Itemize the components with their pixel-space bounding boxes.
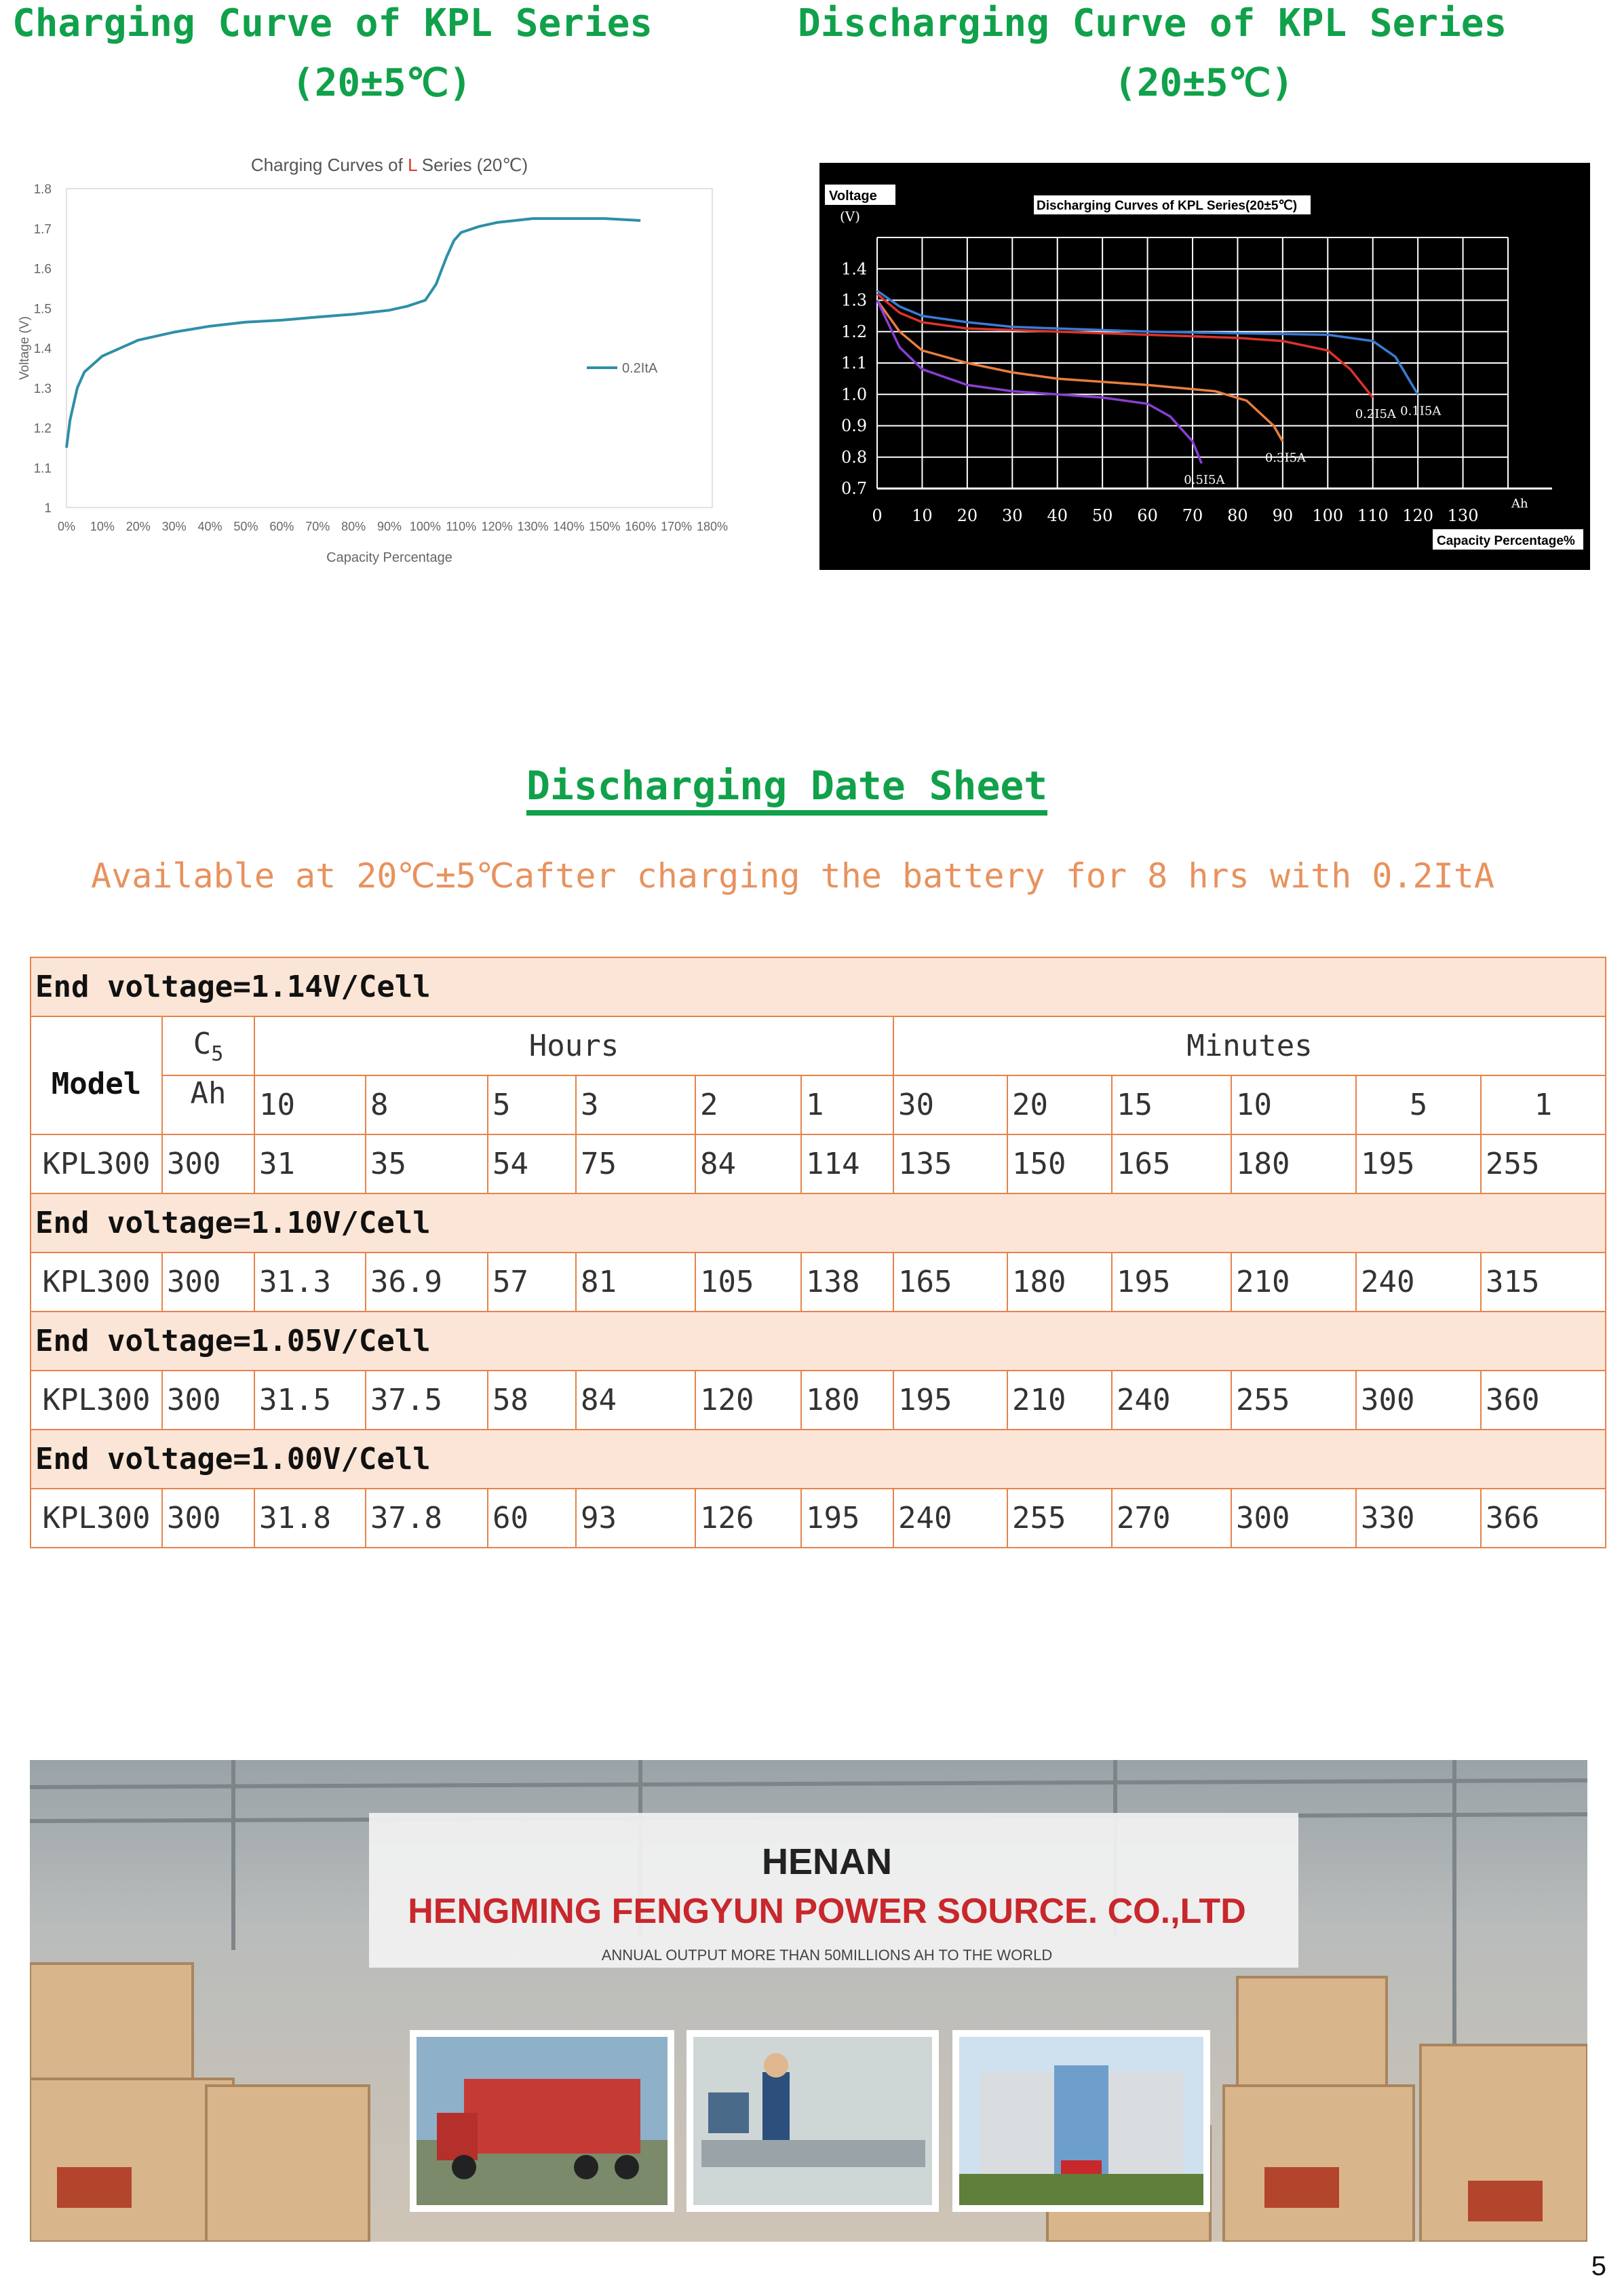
cell-value: 360 bbox=[1481, 1371, 1606, 1430]
cell-value: 138 bbox=[801, 1253, 893, 1312]
y-axis-label: Voltage bbox=[829, 189, 877, 204]
cell-value: 300 bbox=[1356, 1371, 1481, 1430]
cell-value: 75 bbox=[576, 1134, 695, 1193]
plot-area bbox=[66, 189, 712, 508]
col-minutes: 10 bbox=[1231, 1075, 1356, 1134]
cell-ah: 300 bbox=[162, 1371, 254, 1430]
table-row bbox=[31, 1371, 1606, 1430]
cell-value: 255 bbox=[1007, 1489, 1112, 1548]
cell-value: 165 bbox=[1112, 1134, 1231, 1193]
y-tick-label: 1.7 bbox=[33, 222, 52, 237]
col-hours: 1 bbox=[801, 1075, 893, 1134]
col-hours: 5 bbox=[488, 1075, 576, 1134]
x-axis-label: Capacity Percentage bbox=[326, 550, 452, 565]
cell-value: 240 bbox=[1112, 1371, 1231, 1430]
chart-title bbox=[251, 155, 528, 175]
cell-value: 315 bbox=[1481, 1253, 1606, 1312]
x-tick-label: 120% bbox=[481, 520, 513, 533]
x-tick-label: 40 bbox=[1047, 506, 1068, 525]
minutes-header: Minutes bbox=[893, 1016, 1606, 1075]
x-tick-label: 130 bbox=[1447, 506, 1479, 525]
y-tick-label: 1 bbox=[44, 501, 52, 516]
cell-value: 84 bbox=[576, 1371, 695, 1430]
c5-subscript: 5 bbox=[211, 1041, 224, 1066]
cell-value: 105 bbox=[695, 1253, 801, 1312]
table-row bbox=[31, 1489, 1606, 1548]
cell-value: 54 bbox=[488, 1134, 576, 1193]
col-minutes: 15 bbox=[1112, 1075, 1231, 1134]
chart-title-part: Charging Curves of bbox=[250, 155, 408, 175]
x-axis-label: Capacity Percentage% bbox=[1437, 534, 1575, 548]
y-tick-label: 1.1 bbox=[841, 353, 868, 372]
series-label: 0.5I5A bbox=[1184, 473, 1225, 487]
x-tick-label: 140% bbox=[553, 520, 585, 533]
company-line2: HENGMING FENGYUN POWER SOURCE. CO.,LTD bbox=[408, 1892, 1246, 1931]
x-tick-label: 110 bbox=[1357, 506, 1389, 525]
c5-symbol: C bbox=[193, 1026, 212, 1061]
cell-value: 36.9 bbox=[366, 1253, 488, 1312]
chart-title: Discharging Curves of KPL Series(20±5℃) bbox=[1037, 199, 1298, 213]
cell-value: 300 bbox=[1231, 1489, 1356, 1548]
cell-value: 180 bbox=[801, 1371, 893, 1430]
cell-value: 240 bbox=[1356, 1253, 1481, 1312]
chart-title-part: L bbox=[408, 155, 417, 175]
photo-office-building bbox=[952, 2030, 1210, 2212]
x-axis-unit: Ah bbox=[1511, 497, 1528, 511]
charging-curve-chart bbox=[14, 142, 753, 577]
x-tick-label: 130% bbox=[517, 520, 549, 533]
col-hours: 2 bbox=[695, 1075, 801, 1134]
cell-value: 180 bbox=[1231, 1134, 1356, 1193]
cell-value: 180 bbox=[1007, 1253, 1112, 1312]
col-minutes: 1 bbox=[1481, 1075, 1606, 1134]
x-tick-label: 50% bbox=[233, 520, 258, 533]
y-axis-unit: (V) bbox=[840, 208, 861, 225]
y-tick-label: 0.7 bbox=[841, 479, 868, 498]
x-tick-label: 180% bbox=[696, 520, 729, 533]
page-number: 5 bbox=[1591, 2251, 1606, 2281]
x-tick-label: 60 bbox=[1137, 506, 1158, 525]
table-row bbox=[31, 1134, 1606, 1193]
company-tagline: ANNUAL OUTPUT MORE THAN 50MILLIONS AH TO THE WORLD bbox=[601, 1947, 1053, 1964]
cell-value: 81 bbox=[576, 1253, 695, 1312]
cell-value: 210 bbox=[1231, 1253, 1356, 1312]
y-tick-label: 0.8 bbox=[841, 447, 868, 467]
x-tick-label: 150% bbox=[589, 520, 621, 533]
y-tick-label: 1.2 bbox=[33, 421, 52, 436]
col-minutes: 30 bbox=[893, 1075, 1007, 1134]
x-tick-label: 160% bbox=[625, 520, 657, 533]
cell-value: 31.5 bbox=[254, 1371, 366, 1430]
series-label: 0.3I5A bbox=[1264, 451, 1307, 465]
series-line bbox=[877, 301, 1283, 442]
y-tick-label: 1.6 bbox=[33, 262, 52, 277]
cell-value: 31 bbox=[254, 1134, 366, 1193]
charging-curve-subtitle: (20±5℃) bbox=[292, 61, 472, 105]
x-tick-label: 120 bbox=[1402, 506, 1434, 525]
end-voltage-row bbox=[31, 1430, 1606, 1489]
x-tick-label: 30 bbox=[1002, 506, 1023, 525]
y-tick-label: 1.8 bbox=[33, 183, 52, 197]
cell-ah: 300 bbox=[162, 1253, 254, 1312]
x-tick-label: 70 bbox=[1182, 506, 1203, 525]
cell-value: 114 bbox=[801, 1134, 893, 1193]
x-tick-label: 40% bbox=[197, 520, 223, 533]
discharge-data-table bbox=[30, 957, 1606, 1548]
cell-value: 195 bbox=[1112, 1253, 1231, 1312]
y-tick-label: 1.4 bbox=[841, 259, 868, 279]
x-tick-label: 70% bbox=[305, 520, 330, 533]
cell-value: 120 bbox=[695, 1371, 801, 1430]
ah-header: Ah bbox=[162, 1075, 254, 1134]
cell-value: 210 bbox=[1007, 1371, 1112, 1430]
x-tick-label: 80 bbox=[1227, 506, 1248, 525]
x-tick-label: 0% bbox=[57, 520, 76, 533]
cell-value: 255 bbox=[1481, 1134, 1606, 1193]
y-tick-label: 0.9 bbox=[841, 416, 868, 436]
x-tick-label: 90% bbox=[376, 520, 402, 533]
x-tick-label: 110% bbox=[446, 520, 477, 533]
c5-header bbox=[162, 1016, 254, 1075]
x-tick-label: 170% bbox=[661, 520, 693, 533]
col-hours: 8 bbox=[366, 1075, 488, 1134]
cell-model: KPL300 bbox=[31, 1253, 162, 1312]
end-voltage-label: End voltage=1.00V/Cell bbox=[31, 1430, 1606, 1489]
end-voltage-label: End voltage=1.10V/Cell bbox=[31, 1193, 1606, 1253]
sheet-note: Available at 20℃±5℃after charging the battery for 8 hrs with 0.2ItA bbox=[91, 856, 1494, 896]
cell-value: 195 bbox=[801, 1489, 893, 1548]
end-voltage-label: End voltage=1.05V/Cell bbox=[31, 1312, 1606, 1371]
cell-value: 195 bbox=[1356, 1134, 1481, 1193]
discharging-curve-title: Discharging Curve of KPL Series bbox=[798, 1, 1507, 45]
cell-value: 37.8 bbox=[366, 1489, 488, 1548]
series-line bbox=[877, 294, 1373, 398]
col-hours: 10 bbox=[254, 1075, 366, 1134]
cell-value: 366 bbox=[1481, 1489, 1606, 1548]
x-tick-label: 50 bbox=[1091, 506, 1113, 525]
cell-model: KPL300 bbox=[31, 1134, 162, 1193]
y-tick-label: 1.1 bbox=[33, 461, 52, 476]
cell-value: 255 bbox=[1231, 1371, 1356, 1430]
cell-value: 35 bbox=[366, 1134, 488, 1193]
discharging-curve-subtitle: (20±5℃) bbox=[1114, 61, 1294, 105]
cell-value: 31.3 bbox=[254, 1253, 366, 1312]
charging-curve-title: Charging Curve of KPL Series bbox=[12, 1, 653, 45]
cell-value: 93 bbox=[576, 1489, 695, 1548]
end-voltage-row bbox=[31, 1312, 1606, 1371]
x-tick-label: 10% bbox=[90, 520, 115, 533]
x-tick-label: 60% bbox=[269, 520, 294, 533]
x-tick-label: 80% bbox=[341, 520, 366, 533]
cell-value: 150 bbox=[1007, 1134, 1112, 1193]
cell-value: 84 bbox=[695, 1134, 801, 1193]
series-label: 0.2I5A bbox=[1355, 406, 1396, 421]
x-tick-label: 0 bbox=[872, 506, 883, 525]
sheet-title: Discharging Date Sheet bbox=[526, 761, 1047, 816]
end-voltage-row bbox=[31, 1193, 1606, 1253]
cell-value: 165 bbox=[893, 1253, 1007, 1312]
cell-value: 57 bbox=[488, 1253, 576, 1312]
y-tick-label: 1.3 bbox=[33, 381, 52, 396]
y-axis-label: Voltage (V) bbox=[18, 316, 32, 380]
cell-ah: 300 bbox=[162, 1134, 254, 1193]
cell-value: 31.8 bbox=[254, 1489, 366, 1548]
cell-value: 240 bbox=[893, 1489, 1007, 1548]
cell-value: 60 bbox=[488, 1489, 576, 1548]
cell-value: 195 bbox=[893, 1371, 1007, 1430]
legend-label: 0.2ItA bbox=[622, 361, 658, 376]
col-minutes: 20 bbox=[1007, 1075, 1112, 1134]
end-voltage-label: End voltage=1.14V/Cell bbox=[31, 957, 1606, 1016]
company-panel bbox=[369, 1813, 1298, 1968]
end-voltage-row bbox=[31, 957, 1606, 1016]
x-tick-label: 20% bbox=[125, 520, 151, 533]
x-tick-label: 30% bbox=[161, 520, 187, 533]
chart-title-part: Series (20℃) bbox=[417, 155, 528, 175]
y-tick-label: 1.4 bbox=[33, 342, 52, 356]
photo-truck bbox=[410, 2030, 674, 2212]
cell-value: 58 bbox=[488, 1371, 576, 1430]
cell-value: 330 bbox=[1356, 1489, 1481, 1548]
cell-ah: 300 bbox=[162, 1489, 254, 1548]
table-subheader-row bbox=[31, 1075, 1606, 1134]
x-tick-label: 100% bbox=[409, 520, 441, 533]
y-tick-label: 1.2 bbox=[841, 322, 868, 341]
photo-workshop bbox=[687, 2030, 939, 2212]
cell-value: 270 bbox=[1112, 1489, 1231, 1548]
y-tick-label: 1.3 bbox=[841, 290, 868, 310]
y-tick-label: 1.0 bbox=[841, 385, 868, 404]
cell-value: 135 bbox=[893, 1134, 1007, 1193]
factory-banner bbox=[30, 1760, 1587, 2242]
col-minutes: 5 bbox=[1356, 1075, 1481, 1134]
cell-model: KPL300 bbox=[31, 1489, 162, 1548]
x-tick-label: 20 bbox=[956, 506, 978, 525]
x-tick-label: 10 bbox=[912, 506, 933, 525]
series-line bbox=[877, 301, 1201, 464]
x-tick-label: 90 bbox=[1272, 506, 1294, 525]
company-line1: HENAN bbox=[761, 1841, 893, 1882]
x-tick-label: 100 bbox=[1312, 506, 1344, 525]
cell-model: KPL300 bbox=[31, 1371, 162, 1430]
col-hours: 3 bbox=[576, 1075, 695, 1134]
table-header-row bbox=[31, 1016, 1606, 1075]
hours-header: Hours bbox=[254, 1016, 893, 1075]
discharging-curve-chart bbox=[819, 163, 1590, 570]
cell-value: 37.5 bbox=[366, 1371, 488, 1430]
cell-value: 126 bbox=[695, 1489, 801, 1548]
series-label: 0.1I5A bbox=[1400, 404, 1442, 419]
y-tick-label: 1.5 bbox=[33, 302, 52, 317]
model-header: Model bbox=[31, 1016, 162, 1134]
table-row bbox=[31, 1253, 1606, 1312]
